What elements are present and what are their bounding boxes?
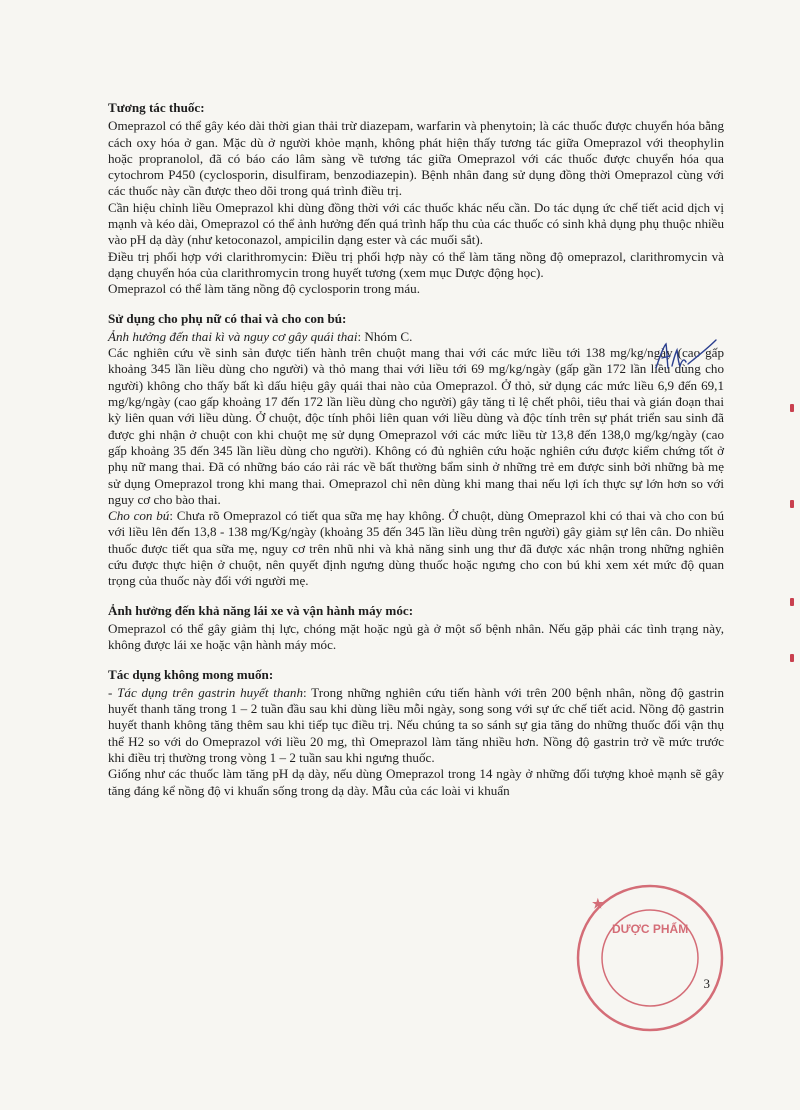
signature-image (650, 336, 720, 376)
document-body (108, 100, 724, 799)
paragraph-text: : Trong những nghiên cứu tiến hành với trên 200 bệnh nhân, nồng độ gastrin huyết thanh tăng trong 1 – 2 tuần đầu sau khi dùng liều mỗi ngày, song song với sự ức chế tiết acid. Nồng độ gastrin huyết thanh không tăng thêm sau khi tiếp tục điều trị. Nếu chúng ta so sánh sự gia tăng do những thuốc đối vận thụ thể H2 so với do Omeprazol với liều 20 mg, thì Omeprazol làm tăng nhiều hơn. Nồng độ gastrin trở về mức trước khi điều trị thường trong vòng 1 – 2 tuần sau khi ngưng thuốc. (108, 684, 725, 765)
stamp-text: DƯỢC PHẨM (612, 922, 689, 936)
paragraph-text: : Chưa rõ Omeprazol có tiết qua sữa mẹ hay không. Ở chuột, dùng Omeprazol khi có thai và cho con bú với liều lên đến 13,8 - 138 mg/Kg/ngày (khoảng 35 đến 345 lần liều dùng trên người) gây giảm sự lên cân. Do nhiều thuốc được tiết qua sữa mẹ, nguy cơ trên nhũ nhi và khả năng sinh ung thư đã được xác nhận trong những nghiên cứu được thực hiện ở chuột, nên quyết định ngưng dùng thuốc hoặc ngưng cho con bú khi xem xét mức độ quan trọng của thuốc này đối với người mẹ. (108, 508, 724, 589)
paragraph (108, 329, 724, 345)
paragraph-text: : Nhóm C. (357, 328, 413, 344)
paragraph: Omeprazol có thể gây kéo dài thời gian thải trừ diazepam, warfarin và phenytoin; là các thuốc được chuyển hóa bằng cách oxy hóa ở gan. Mặc dù ở người khỏe mạnh, không phát hiện thấy tương tác giữa Omeprazol với theophylin hoặc propranolol, đã có báo cáo lâm sàng về tương tác giữa Omeprazol với các thuốc được chuyển hóa qua cytochrom P450 (cyclosporin, disulfiram, benzodiazepin). Bệnh nhân đang sử dụng đồng thời Omeprazol cùng với các thuốc này cần được theo dõi trong quá trình điều trị. (108, 118, 724, 199)
paragraph: Điều trị phối hợp với clarithromycin: Điều trị phối hợp này có thể làm tăng nồng độ omeprazol, clarithromycin và dạng chuyển hóa của clarithromycin trong huyết tương (xem mục Dược động học). (108, 248, 724, 280)
paragraph-lead: Tác dụng trên gastrin huyết thanh (117, 684, 304, 700)
paragraph-lead: Cho con bú (108, 508, 170, 524)
section-adverse-effects (108, 667, 724, 799)
section-heading: Tác dụng không mong muốn: (108, 666, 274, 682)
section-driving (108, 603, 724, 654)
paragraph (108, 508, 724, 589)
margin-mark (790, 598, 794, 606)
company-stamp (570, 878, 730, 1038)
page-number: 3 (703, 976, 710, 991)
paragraph-lead: Ảnh hưởng đến thai kì và nguy cơ gây quái thai (108, 328, 358, 344)
paragraph (108, 685, 724, 766)
paragraph: Omeprazol có thể làm tăng nồng độ cyclosporin trong máu. (108, 281, 420, 297)
section-heading: Ảnh hưởng đến khả năng lái xe và vận hành máy móc: (108, 602, 414, 618)
svg-text:★: ★ (592, 896, 604, 911)
paragraph: Các nghiên cứu về sinh sản được tiến hành trên chuột mang thai với các mức liều tới 138 mg/kg/ngày (cao gấp khoảng 345 lần liều dùng cho người) và thỏ mang thai với liều tới 69 mg/kg/ngày (gấp gần 172 lần liều dùng cho người) không cho thấy bất kì dấu hiệu gây quái thai nào của Omeprazol. Ở thỏ, sử dụng các mức liều 6,9 đến 69,1 mg/kg/ngày (cao gấp khoảng 17 đến 172 lần liều dùng cho người) gây tăng tỉ lệ chết phôi, tiêu thai và gián đoạn thai kỳ liên quan với liều dùng. Ở chuột, độc tính phôi liên quan với liều dùng và độc tính trên sự phát triển sau sinh đã được ghi nhận ở chuột con khi chuột mẹ sử dụng Omeprazol với các mức liều từ 13,8 đến 138,0 mg/kg/ngày (cao gấp khoảng 35 đến 345 lần liều dùng cho người). Không có đủ nghiên cứu hoặc nghiên cứu được kiểm chứng tốt ở phụ nữ mang thai. Đã có những báo cáo rải rác về bất thường bẩm sinh ở những trẻ em được sinh bởi những bà mẹ sử dụng Omeprazol trong khi mang thai. Omeprazol chỉ nên dùng khi mang thai nếu lợi ích thực sự lớn hơn so với nguy cơ cho bào thai. (108, 345, 724, 507)
paragraph: Cần hiệu chỉnh liều Omeprazol khi dùng đồng thời với các thuốc khác nếu cần. Do tác dụng ức chế tiết acid dịch vị mạnh và kéo dài, Omeprazol có thể ảnh hưởng đến quá trình hấp thu của các thuốc có sinh khả dụng phụ thuộc nhiều vào pH dạ dày (như ketoconazol, ampicilin dạng ester và các muối sắt). (108, 199, 724, 248)
list-bullet: - (108, 684, 118, 700)
section-heading: Tương tác thuốc: (108, 100, 205, 115)
section-pregnancy-lactation (108, 311, 724, 590)
margin-mark (790, 404, 794, 412)
section-heading: Sử dụng cho phụ nữ có thai và cho con bú: (108, 310, 347, 326)
margin-mark (790, 654, 794, 662)
paragraph: Giống như các thuốc làm tăng pH dạ dày, nếu dùng Omeprazol trong 14 ngày ở những đối tượng khoẻ mạnh sẽ gây tăng đáng kể nồng độ vi khuẩn sống trong dạ dày. Mẫu của các loài vi khuẩn (108, 766, 724, 798)
paragraph: Omeprazol có thể gây giảm thị lực, chóng mặt hoặc ngủ gà ở một số bệnh nhân. Nếu gặp phải các tình trạng này, không được lái xe hoặc vận hành máy móc. (108, 620, 724, 653)
margin-mark (790, 500, 794, 508)
section-drug-interactions (108, 100, 724, 298)
